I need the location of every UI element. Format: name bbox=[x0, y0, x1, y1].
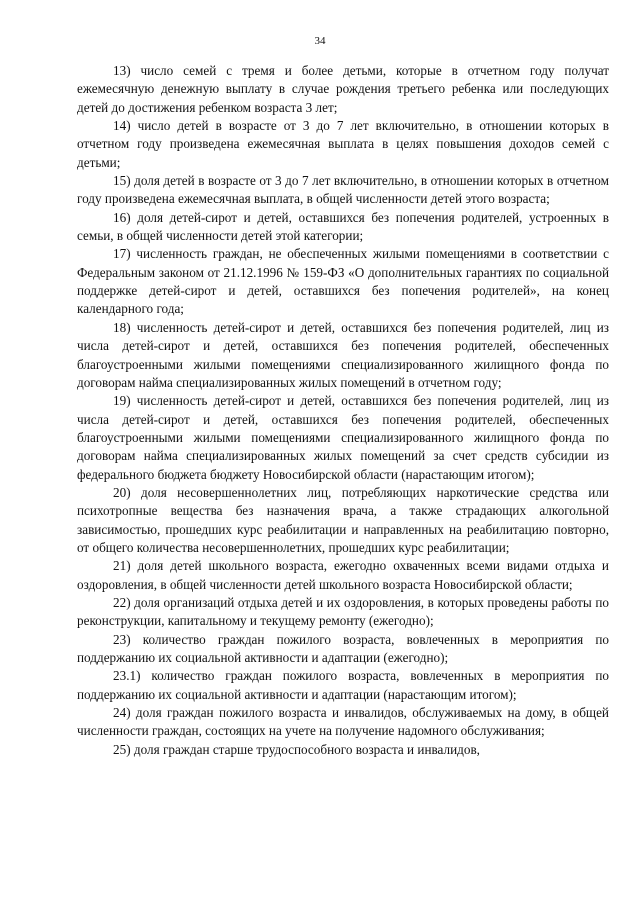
list-item: 16) доля детей-сирот и детей, оставшихся без попечения родителей, устроенных в семьи, в общей численности детей этой категории; bbox=[77, 209, 609, 244]
list-item: 19) численность детей-сирот и детей, оставшихся без попечения родителей, лиц из числа детей-сирот и детей, оставшихся без попечения родителей, обеспеченных благоустроенными жилыми помещениями специализированного жилищного фонда по договорам найма специализированных жилых помещений за счет средств субсидии из федерального бюджета бюджету Новосибирской области (нарастающим итогом); bbox=[77, 393, 609, 482]
list-item: 18) численность детей-сирот и детей, оставшихся без попечения родителей, лиц из числа детей-сирот и детей, оставшихся без попечения родителей, обеспеченных благоустроенными жилыми помещениями специализированного жилищного фонда по договорам найма специализированных жилых помещений в отчетном году; bbox=[77, 319, 609, 390]
list-item: 24) доля граждан пожилого возраста и инвалидов, обслуживаемых на дому, в общей численности граждан, состоящих на учете на получение надомного обслуживания; bbox=[77, 705, 609, 739]
list-item: 17) численность граждан, не обеспеченных жилыми помещениями в соответствии с Федеральным законом от 21.12.1996 № 159-ФЗ «О дополнительных гарантиях по социальной поддержке детей-сирот и детей, оставшихся без попечения родителей», на конец календарного года; bbox=[77, 246, 609, 317]
list-item: 21) доля детей школьного возраста, ежегодно охваченных всеми видами отдыха и оздоровления, в общей численности детей школьного возраста Новосибирской области; bbox=[77, 558, 609, 592]
list-item: 23) количество граждан пожилого возраста, вовлеченных в мероприятия по поддержанию их социальной активности и адаптации (ежегодно); bbox=[77, 631, 609, 665]
list-item: 13) число семей с тремя и более детьми, которые в отчетном году получат ежемесячную денежную выплату в случае рождения третьего ребенка или последующих детей до достижения ребенком возраста 3 лет; bbox=[77, 63, 609, 115]
page-number: 34 bbox=[314, 35, 326, 47]
list-item: 22) доля организаций отдыха детей и их оздоровления, в которых проведены работы по реконструкции, капитальному и текущему ремонту (ежегодно); bbox=[77, 594, 609, 629]
list-item: 15) доля детей в возрасте от 3 до 7 лет включительно, в отношении которых в отчетном году произведена ежемесячная выплата, в общей численности детей этого возраста; bbox=[77, 173, 609, 207]
list-item: 20) доля несовершеннолетних лиц, потребляющих наркотические средства или психотропные вещества без назначения врача, а также страдающих алкогольной зависимостью, прошедших курс реабилитации и направленных на реабилитацию повторно, от общего количества несовершеннолетних, прошедших курс реабилитации; bbox=[77, 484, 609, 555]
document-body bbox=[77, 62, 609, 759]
list-item: 14) число детей в возрасте от 3 до 7 лет включительно, в отношении которых в отчетном году произведена ежемесячная выплата в целях повышения доходов семей с детьми; bbox=[77, 118, 609, 170]
list-item: 23.1) количество граждан пожилого возраста, вовлеченных в мероприятия по поддержанию их социальной активности и адаптации (нарастающим итогом); bbox=[77, 668, 609, 702]
list-item: 25) доля граждан старше трудоспособного возраста и инвалидов, bbox=[113, 741, 480, 757]
